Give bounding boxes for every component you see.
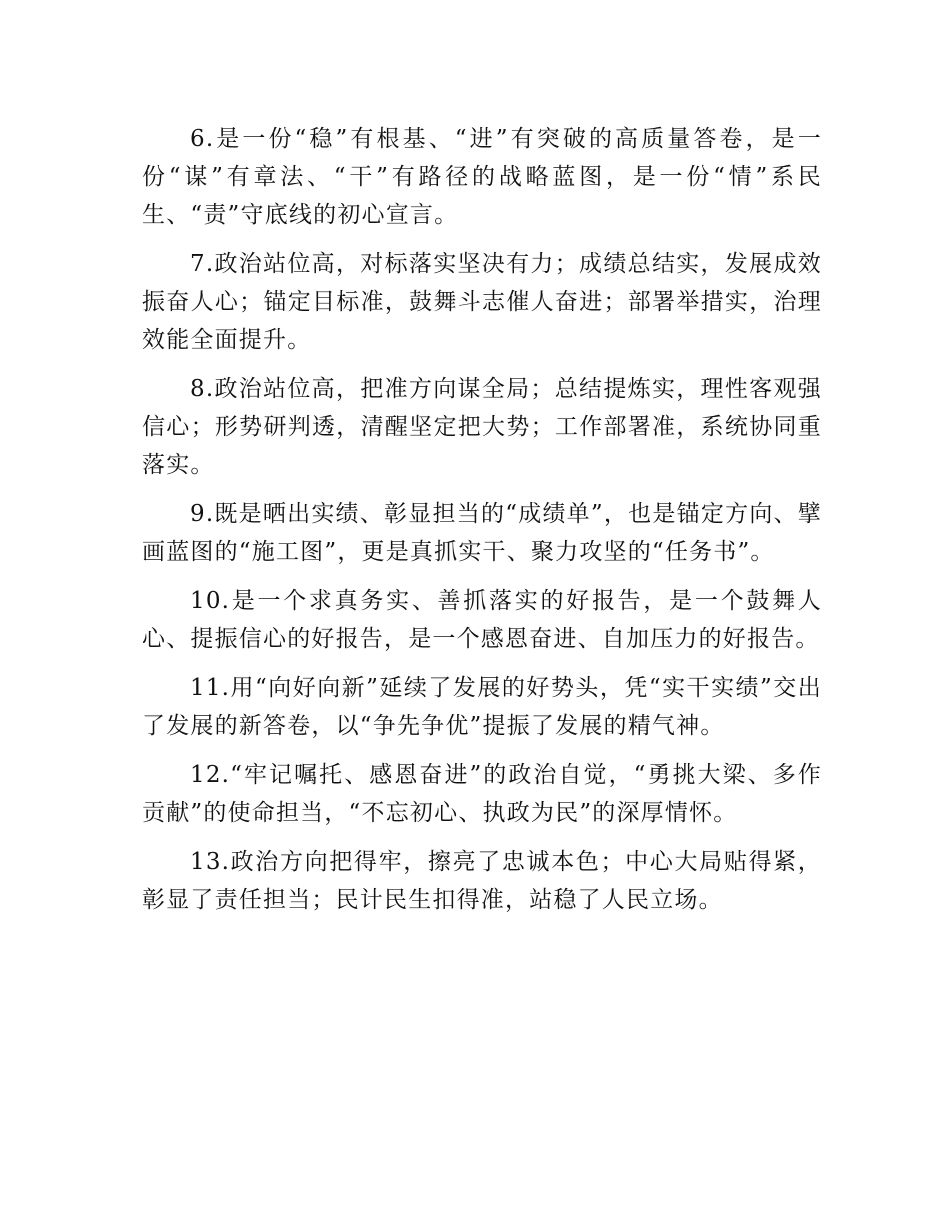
paragraph-10: 10.是一个求真务实、善抓落实的好报告，是一个鼓舞人心、提振信心的好报告，是一个感恩奋进、自加压力的好报告。 (142, 588, 822, 652)
paragraph-12: 12.“牢记嘱托、感恩奋进”的政治自觉，“勇挑大梁、多作贡献”的使命担当，“不忘初心、执政为民”的深厚情怀。 (142, 762, 822, 826)
paragraph-9: 9.既是晒出实绩、彰显担当的“成绩单”，也是锚定方向、擘画蓝图的“施工图”，更是真抓实干、聚力攻坚的“任务书”。 (142, 501, 822, 565)
paragraph-13: 13.政治方向把得牢，擦亮了忠诚本色；中心大局贴得紧，彰显了责任担当；民计民生扣得准，站稳了人民立场。 (142, 849, 822, 913)
paragraph-6: 6.是一份“稳”有根基、“进”有突破的高质量答卷，是一份“谋”有章法、“干”有路径的战略蓝图，是一份“情”系民生、“责”守底线的初心宣言。 (142, 126, 822, 228)
paragraph-11: 11.用“向好向新”延续了发展的好势头，凭“实干实绩”交出了发展的新答卷，以“争先争优”提振了发展的精气神。 (142, 675, 822, 739)
document-body (142, 120, 822, 930)
paragraph-8: 8.政治站位高，把准方向谋全局；总结提炼实，理性客观强信心；形势研判透，清醒坚定把大势；工作部署准，系统协同重落实。 (142, 376, 822, 478)
paragraph-7: 7.政治站位高，对标落实坚决有力；成绩总结实，发展成效振奋人心；锚定目标准，鼓舞斗志催人奋进；部署举措实，治理效能全面提升。 (142, 251, 822, 353)
